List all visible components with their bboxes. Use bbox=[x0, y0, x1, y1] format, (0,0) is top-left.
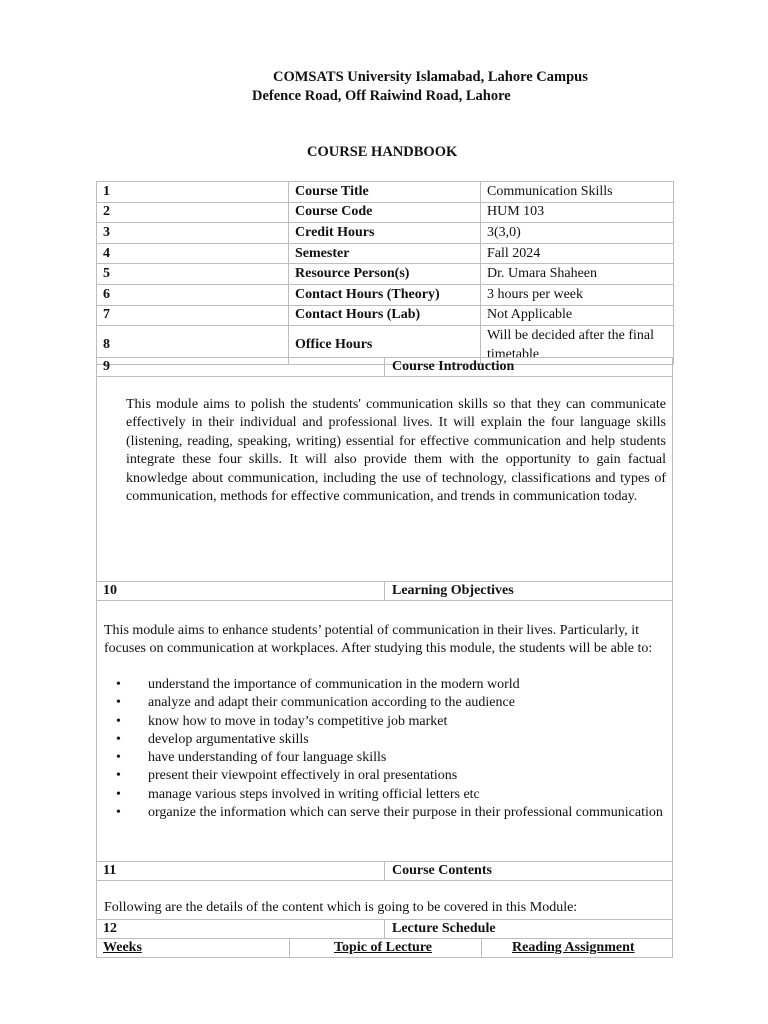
objectives-list bbox=[104, 676, 666, 822]
objective-item bbox=[104, 713, 666, 731]
objective-text: organize the information which can serve their purpose in their professional communication bbox=[148, 805, 663, 821]
field-value: Communication Skills bbox=[481, 182, 674, 203]
course-info-row bbox=[97, 223, 674, 244]
bullet-icon: • bbox=[116, 750, 121, 766]
column-reading: Reading Assignment bbox=[512, 940, 635, 955]
row-number: 4 bbox=[97, 243, 289, 264]
section-header-objectives bbox=[96, 581, 673, 601]
course-info-row bbox=[97, 305, 674, 326]
bullet-icon: • bbox=[116, 713, 121, 729]
bullet-icon: • bbox=[116, 786, 121, 802]
section-title: Learning Objectives bbox=[392, 583, 514, 598]
campus-address: Defence Road, Off Raiwind Road, Lahore bbox=[252, 88, 511, 104]
section-number: 11 bbox=[103, 863, 117, 878]
bullet-icon: • bbox=[116, 805, 121, 821]
section-title: Lecture Schedule bbox=[392, 921, 496, 936]
row-number: 2 bbox=[97, 202, 289, 223]
objective-text: present their viewpoint effectively in oral presentations bbox=[148, 768, 458, 784]
objective-item bbox=[104, 676, 666, 694]
row-number: 5 bbox=[97, 264, 289, 285]
section-title: Course Contents bbox=[392, 863, 492, 878]
field-label: Resource Person(s) bbox=[289, 264, 481, 285]
objective-text: have understanding of four language skills bbox=[148, 750, 387, 766]
objective-text: manage various steps involved in writing official letters etc bbox=[148, 786, 480, 802]
course-info-row bbox=[97, 182, 674, 203]
field-label: Course Title bbox=[289, 182, 481, 203]
column-weeks: Weeks bbox=[103, 940, 142, 955]
objective-item bbox=[104, 694, 666, 712]
bullet-icon: • bbox=[116, 731, 121, 747]
course-info-table bbox=[96, 181, 674, 365]
document-title: COURSE HANDBOOK bbox=[307, 144, 458, 160]
objective-text: analyze and adapt their communication according to the audience bbox=[148, 695, 515, 711]
row-number: 1 bbox=[97, 182, 289, 203]
field-value: Not Applicable bbox=[481, 305, 674, 326]
course-info-row bbox=[97, 264, 674, 285]
row-number: 3 bbox=[97, 223, 289, 244]
objectives-intro-text: This module aims to enhance students’ potential of communication in their lives. Particularly, it focuses on communication at workplaces. After studying this module, the students will be able to: bbox=[104, 623, 653, 657]
field-value: 3(3,0) bbox=[481, 223, 674, 244]
bullet-icon: • bbox=[116, 695, 121, 711]
bullet-icon: • bbox=[116, 768, 121, 784]
section-header-contents bbox=[96, 861, 673, 881]
university-name: COMSATS University Islamabad, Lahore Campus bbox=[273, 69, 588, 85]
objective-item bbox=[104, 786, 666, 804]
row-number: 6 bbox=[97, 284, 289, 305]
course-info-row bbox=[97, 284, 674, 305]
schedule-header-row bbox=[96, 938, 673, 958]
field-label: Office Hours bbox=[289, 326, 481, 365]
field-value: HUM 103 bbox=[481, 202, 674, 223]
row-number: 8 bbox=[97, 326, 289, 365]
objective-text: develop argumentative skills bbox=[148, 731, 309, 747]
field-label: Credit Hours bbox=[289, 223, 481, 244]
field-value: Will be decided after the final timetable bbox=[481, 326, 674, 365]
objective-item bbox=[104, 767, 666, 785]
column-topic: Topic of Lecture bbox=[334, 940, 432, 955]
course-contents-text: Following are the details of the content which is going to be covered in this Module: bbox=[104, 900, 578, 915]
section-title: Course Introduction bbox=[392, 359, 515, 374]
field-label: Course Code bbox=[289, 202, 481, 223]
field-value: Fall 2024 bbox=[481, 243, 674, 264]
field-label: Contact Hours (Lab) bbox=[289, 305, 481, 326]
field-value: 3 hours per week bbox=[481, 284, 674, 305]
section-number: 9 bbox=[103, 359, 110, 374]
objective-text: understand the importance of communication in the modern world bbox=[148, 677, 520, 692]
section-number: 12 bbox=[103, 921, 117, 936]
section-header-introduction bbox=[96, 357, 673, 377]
course-introduction-text: This module aims to polish the students' communication skills so that they can communicate effectively in their individual and professional lives. It will explain the four language skills (listening, reading, speaking, writing) essential for effective communication and help students integrate these four skills. It will also provide them with the opportunity to gain factual knowledge about communication, including the use of technology, classifications and types of communication, methods for effective communication, and trends in communication today. bbox=[126, 397, 666, 505]
course-info-row bbox=[97, 202, 674, 223]
bullet-icon: • bbox=[116, 677, 121, 692]
objective-text: know how to move in today’s competitive job market bbox=[148, 713, 448, 729]
field-label: Contact Hours (Theory) bbox=[289, 284, 481, 305]
objective-item bbox=[104, 804, 666, 822]
field-value: Dr. Umara Shaheen bbox=[481, 264, 674, 285]
objective-item bbox=[104, 749, 666, 767]
field-label: Semester bbox=[289, 243, 481, 264]
section-header-schedule bbox=[96, 919, 673, 939]
objective-item bbox=[104, 731, 666, 749]
course-info-row bbox=[97, 243, 674, 264]
section-number: 10 bbox=[103, 583, 117, 598]
row-number: 7 bbox=[97, 305, 289, 326]
